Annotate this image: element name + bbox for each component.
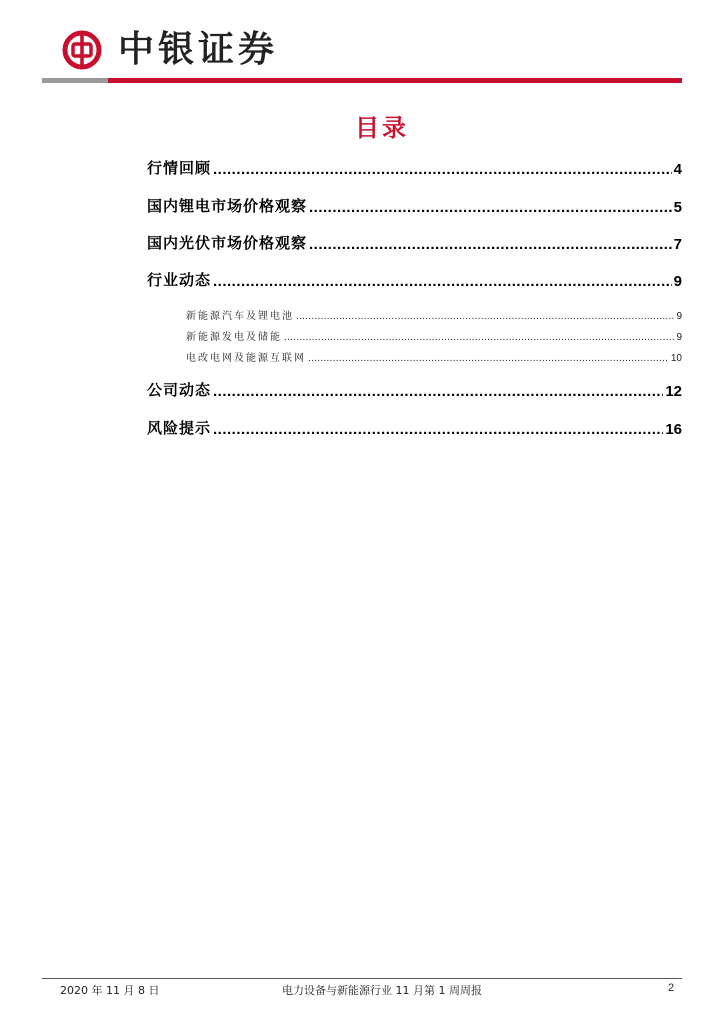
toc-leader-dots <box>309 236 672 253</box>
toc-leader-dots <box>213 383 663 400</box>
toc-subentry-page: 9 <box>676 311 682 322</box>
toc-entry-page: 12 <box>665 383 682 400</box>
toc-leader-dots <box>213 161 672 178</box>
toc-leader-dots <box>284 332 674 343</box>
page-header <box>0 0 724 86</box>
toc-subentry[interactable] <box>186 348 682 364</box>
toc-subentry[interactable] <box>186 327 682 343</box>
toc-title: 目录 <box>355 114 409 142</box>
toc-entry-label: 国内锂电市场价格观察 <box>147 197 308 215</box>
toc-entry[interactable] <box>147 268 682 290</box>
footer-rule <box>42 978 682 979</box>
toc-entry-label: 国内光伏市场价格观察 <box>147 234 308 252</box>
footer-page-number: 2 <box>668 982 675 994</box>
toc-entry-page: 4 <box>673 161 682 178</box>
toc-subentry-page: 9 <box>676 332 682 343</box>
toc-leader-dots <box>213 273 672 290</box>
toc-entry[interactable] <box>147 416 682 438</box>
toc-entry-page: 7 <box>673 236 682 253</box>
footer-date: 2020 年 11 月 8 日 <box>60 984 160 997</box>
toc-subentry-label: 新能源汽车及锂电池 <box>186 311 294 322</box>
toc-subentry-page: 10 <box>670 353 682 364</box>
toc-leader-dots <box>309 199 672 216</box>
header-rule-red <box>108 78 682 83</box>
toc-leader-dots <box>213 421 663 438</box>
toc-entry-page: 9 <box>673 273 682 290</box>
toc-entry-label: 行业动态 <box>147 271 212 289</box>
toc-entry-label: 公司动态 <box>147 381 212 399</box>
toc-entry-label: 行情回顾 <box>147 159 212 177</box>
toc-entry[interactable] <box>147 231 682 253</box>
footer-report-title: 电力设备与新能源行业 11 月第 1 周周报 <box>282 984 482 997</box>
toc-entry[interactable] <box>147 194 682 216</box>
toc-entry[interactable] <box>147 156 682 178</box>
bank-of-china-logo-icon <box>62 30 102 70</box>
toc-subentry-label: 新能源发电及储能 <box>186 332 282 343</box>
toc-leader-dots <box>308 353 669 364</box>
toc-entry[interactable] <box>147 378 682 400</box>
toc-entry-label: 风险提示 <box>147 419 212 437</box>
toc-entry-page: 5 <box>673 199 682 216</box>
toc-leader-dots <box>296 311 674 322</box>
header-rule-gray <box>42 78 108 83</box>
toc-entry-page: 16 <box>665 421 682 438</box>
brand-name: 中银证券 <box>118 28 279 70</box>
toc-subentry[interactable] <box>186 306 682 322</box>
toc-subentry-label: 电改电网及能源互联网 <box>186 353 306 364</box>
